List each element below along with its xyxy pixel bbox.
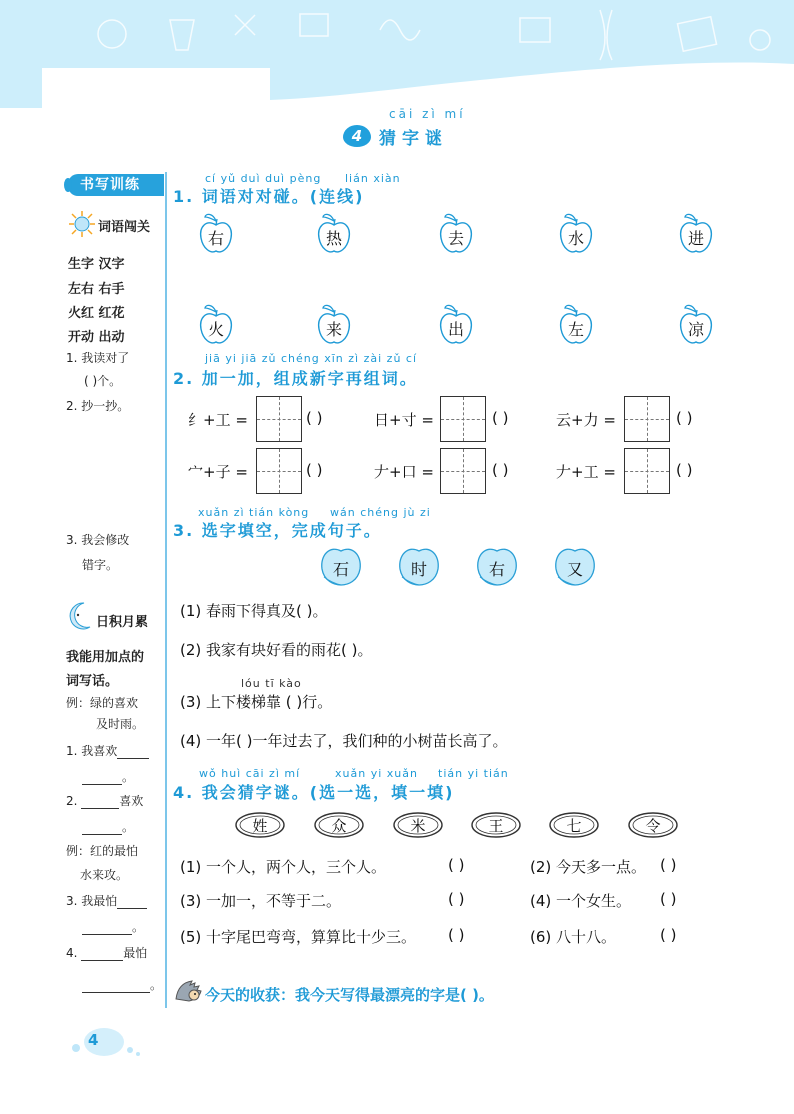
sidebar-example-2: 例：红的最怕: [66, 844, 139, 858]
sidebar-item-read-count: 1. 我读对了: [66, 351, 130, 365]
q4-riddle-1: (1) 一个人，两个人，三个人。: [180, 858, 387, 876]
sidebar-word-row: 左右 右手: [68, 282, 125, 297]
q4-choice-char: 米: [410, 817, 426, 835]
q1-apple-top[interactable]: [198, 211, 234, 251]
q4-riddle-5-answer[interactable]: ( ): [448, 926, 465, 944]
sidebar-section-daily: 日积月累: [96, 615, 149, 630]
q4-riddle-2: (2) 今天多一点。: [530, 858, 647, 876]
q1-apple-char: 凉: [687, 320, 704, 339]
q4-pinyin-c: tián yi tián: [438, 767, 509, 780]
q4-riddle-5: (5) 十字尾巴弯弯，算算比十少三。: [180, 928, 417, 946]
sidebar-write-2: 2. 喜欢: [66, 794, 144, 808]
q4-riddle-6: (6) 八十八。: [530, 928, 617, 946]
sidebar-write-2-line: 。: [82, 818, 134, 835]
q1-apple-char: 火: [207, 320, 224, 339]
q4-choice-char: 令: [645, 817, 661, 835]
moon-icon: [66, 600, 94, 634]
q1-apple-char: 来: [325, 320, 342, 339]
q1-apple-char: 去: [447, 229, 464, 248]
lesson-number-badge: 4: [343, 125, 371, 147]
q1-apple-bottom[interactable]: [438, 302, 474, 342]
sidebar-item-copy: 2. 抄一抄。: [66, 399, 130, 413]
q3-choice-peach[interactable]: [552, 547, 598, 587]
sidebar-example: 例：绿的喜欢: [66, 696, 139, 710]
q1-apple-top[interactable]: [678, 211, 714, 251]
q3-pinyin-b: wán chéng jù zi: [330, 506, 431, 519]
q3-heading: 3. 选字填空，完成句子。: [173, 521, 382, 540]
q4-pinyin-b: xuǎn yi xuǎn: [335, 767, 418, 780]
sidebar-tab-writing-practice: 书写训练: [68, 174, 164, 196]
q3-choice-char: 时: [410, 560, 427, 579]
q4-choice-oval[interactable]: [313, 811, 365, 839]
title-pinyin: cāi zì mí: [389, 107, 466, 121]
q2-word-blank[interactable]: ( ): [492, 461, 509, 479]
q2-word-blank[interactable]: ( ): [676, 409, 693, 427]
q3-sentence-4: (4) 一年( )一年过去了，我们种的小树苗长高了。: [180, 732, 508, 750]
q4-choice-oval[interactable]: [548, 811, 600, 839]
q1-apple-char: 出: [447, 320, 464, 339]
q4-riddle-4-answer[interactable]: ( ): [660, 890, 677, 908]
q1-pinyin-b: lián xiàn: [345, 172, 401, 185]
q2-equation: 宀+子 =: [188, 463, 248, 481]
q3-sentence-2: (2) 我家有块好看的雨花( )。: [180, 641, 373, 659]
q4-riddle-1-answer[interactable]: ( ): [448, 856, 465, 874]
sidebar-intro-cont: 词写话。: [66, 674, 119, 689]
q1-apple-bottom[interactable]: [198, 302, 234, 342]
hedgehog-icon: [172, 975, 204, 1007]
sidebar-write-4-line: 。: [82, 976, 162, 993]
q1-apple-top[interactable]: [316, 211, 352, 251]
q2-heading: 2. 加一加，组成新字再组词。: [173, 369, 418, 388]
q4-choice-char: 姓: [252, 817, 268, 835]
page-number-decoration: [66, 1024, 146, 1060]
q2-writing-grid[interactable]: [256, 448, 302, 494]
q1-apple-char: 热: [325, 229, 342, 248]
sidebar-word-row: 火红 红花: [68, 306, 125, 321]
q4-choice-oval[interactable]: [470, 811, 522, 839]
q2-equation: 𠂇+工 =: [556, 463, 616, 481]
q2-equation: 纟+工 =: [188, 411, 248, 429]
q3-choice-peach[interactable]: [474, 547, 520, 587]
q2-equation: 𠂇+口 =: [374, 463, 434, 481]
q3-choice-char: 又: [566, 560, 583, 579]
q1-apple-bottom[interactable]: [558, 302, 594, 342]
todays-harvest: 今天的收获：我今天写得最漂亮的字是( )。: [205, 986, 494, 1004]
q2-word-blank[interactable]: ( ): [306, 409, 323, 427]
q4-riddle-6-answer[interactable]: ( ): [660, 926, 677, 944]
q3-sentence-1: (1) 春雨下得真及( )。: [180, 602, 328, 620]
q2-pinyin: jiā yi jiā zǔ chéng xīn zì zài zǔ cí: [205, 352, 418, 365]
q4-choice-oval[interactable]: [627, 811, 679, 839]
sidebar-word-row: 生字 汉字: [68, 257, 125, 272]
q2-writing-grid[interactable]: [440, 448, 486, 494]
sidebar-write-1: 1. 我喜欢: [66, 742, 149, 759]
q4-riddle-3-answer[interactable]: ( ): [448, 890, 465, 908]
q4-choice-char: 王: [488, 817, 504, 835]
q2-word-blank[interactable]: ( ): [492, 409, 509, 427]
q1-apple-char: 左: [567, 320, 584, 339]
q2-word-blank[interactable]: ( ): [676, 461, 693, 479]
q3-sentence-3: (3) 上下楼梯靠 ( )行。: [180, 693, 333, 711]
q3-choice-char: 石: [332, 560, 349, 579]
q4-riddle-4: (4) 一个女生。: [530, 892, 632, 910]
sidebar-section-words: 词语闯关: [98, 220, 151, 235]
q2-writing-grid[interactable]: [256, 396, 302, 442]
q2-writing-grid[interactable]: [624, 448, 670, 494]
sidebar-example-cont: 及时雨。: [96, 717, 145, 731]
q1-heading: 1. 词语对对碰。(连线): [173, 187, 365, 206]
q4-heading: 4. 我会猜字谜。(选一选，填一填): [173, 783, 455, 802]
page-number: 4: [88, 1031, 99, 1049]
sidebar-write-1-line: 。: [82, 768, 134, 785]
q4-choice-char: 众: [331, 817, 347, 835]
q1-apple-bottom[interactable]: [678, 302, 714, 342]
q4-pinyin: wǒ huì cāi zì mí: [199, 767, 301, 780]
page-title: 猜字谜: [379, 129, 448, 149]
sidebar-item-fix-cont: 错字。: [82, 558, 119, 572]
q4-riddle-3: (3) 一加一，不等于二。: [180, 892, 342, 910]
q3-sentence-3-pinyin: lóu tī kào: [241, 677, 302, 690]
q2-word-blank[interactable]: ( ): [306, 461, 323, 479]
q4-choice-char: 七: [566, 817, 582, 835]
q3-choice-char: 右: [488, 560, 505, 579]
q1-apple-char: 右: [207, 229, 224, 248]
sidebar-item-fix: 3. 我会修改: [66, 533, 130, 547]
q3-choice-peach[interactable]: [318, 547, 364, 587]
q3-pinyin: xuǎn zì tián kòng: [198, 506, 310, 519]
sidebar-word-row: 开动 出动: [68, 330, 125, 345]
q1-apple-char: 进: [687, 229, 704, 248]
q2-writing-grid[interactable]: [624, 396, 670, 442]
q2-equation: 日+寸 =: [374, 411, 434, 429]
q4-riddle-2-answer[interactable]: ( ): [660, 856, 677, 874]
sidebar-write-3: 3. 我最怕: [66, 892, 147, 909]
sidebar-write-4: 4. 最怕: [66, 946, 148, 960]
q2-writing-grid[interactable]: [440, 396, 486, 442]
sidebar-write-3-line: 。: [82, 918, 144, 935]
q3-choice-peach[interactable]: [396, 547, 442, 587]
q1-pinyin: cí yǔ duì duì pèng: [205, 172, 322, 185]
sidebar-divider: [165, 172, 167, 1008]
sidebar-example-2-cont: 水来攻。: [80, 868, 129, 882]
q4-choice-oval[interactable]: [234, 811, 286, 839]
q1-apple-char: 水: [567, 229, 584, 248]
q2-equation: 云+力 =: [556, 411, 616, 429]
sidebar-intro: 我能用加点的: [66, 650, 145, 665]
q1-apple-top[interactable]: [558, 211, 594, 251]
sun-icon: [68, 210, 96, 238]
header-tab: [42, 68, 270, 108]
q1-apple-bottom[interactable]: [316, 302, 352, 342]
q4-choice-oval[interactable]: [392, 811, 444, 839]
q1-apple-top[interactable]: [438, 211, 474, 251]
sidebar-item-read-count-blank: ( )个。: [84, 374, 122, 388]
